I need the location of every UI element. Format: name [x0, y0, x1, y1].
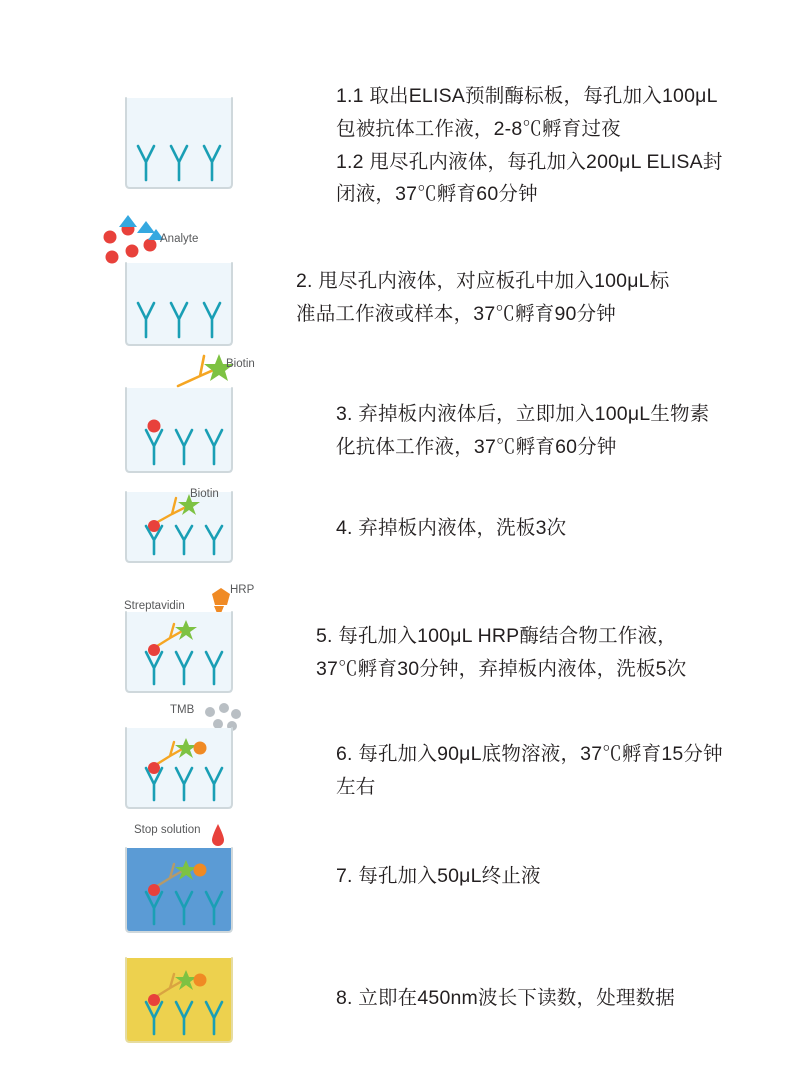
step-5-line-2: 37℃孵育30分钟，弃掉板内液体，洗板5次 [316, 657, 687, 680]
step-7-text [336, 860, 776, 893]
step-row-3 [118, 350, 766, 480]
label-biotin-step3: Biotin [226, 358, 255, 370]
step-2-illustration [98, 215, 268, 355]
step-1-line-4: 闭液，37℃孵育60分钟 [336, 183, 538, 206]
step-4-line-1: 4. 弃掉板内液体，洗板3次 [336, 517, 567, 539]
label-streptavidin: Streptavidin [124, 600, 185, 612]
step-7-illustration [118, 818, 288, 938]
step-4-illustration [118, 484, 288, 570]
step-4-text [336, 512, 766, 545]
label-hrp: HRP [230, 584, 255, 596]
step-1-line-1: 1.1 取出ELISA预制酶标板，每孔加入100μL [336, 85, 718, 107]
step-6-line-2: 左右 [336, 775, 376, 798]
label-analyte: Analyte [160, 233, 199, 245]
step-2-line-1: 2. 甩尽孔内液体，对应板孔中加入100μL标 [296, 270, 670, 292]
step-8-illustration [118, 950, 288, 1050]
step-5-line-1: 5. 每孔加入100μL HRP酶结合物工作液， [316, 625, 677, 647]
step-6-line-1: 6. 每孔加入90μL底物溶液，37℃孵育15分钟 [336, 743, 723, 765]
step-5-illustration [108, 578, 278, 696]
well-graphic-step-7 [118, 818, 273, 938]
well-graphic-step-1 [118, 88, 248, 198]
step-7-line-1: 7. 每孔加入50μL终止液 [336, 865, 541, 887]
step-3-line-2: 化抗体工作液，37℃孵育60分钟 [336, 435, 617, 458]
step-3-text [336, 398, 766, 464]
label-biotin-step4: Biotin [190, 488, 219, 500]
step-2-line-2: 准品工作液或样本，37℃孵育90分钟 [296, 302, 616, 325]
step-row-5 [108, 578, 756, 696]
well-graphic-step-8 [118, 950, 273, 1050]
step-row-8 [118, 950, 776, 1050]
step-2-text [296, 265, 726, 331]
step-6-illustration [118, 700, 288, 812]
step-row-4 [118, 484, 766, 570]
analyte-particles [104, 215, 165, 264]
label-tmb: TMB [170, 704, 195, 716]
step-3-illustration [118, 350, 288, 480]
tmb-particles [205, 703, 241, 731]
step-5-text [316, 620, 756, 686]
step-row-2 [98, 215, 726, 355]
step-1-illustration [118, 88, 288, 198]
step-3-line-1: 3. 弃掉板内液体后，立即加入100μL生物素 [336, 403, 710, 425]
step-row-7 [118, 818, 776, 938]
step-row-1 [118, 85, 766, 211]
well-graphic-step-6 [118, 700, 273, 812]
step-8-line-1: 8. 立即在450nm波长下读数，处理数据 [336, 987, 676, 1009]
step-row-6 [118, 700, 776, 812]
step-1-line-3: 1.2 甩尽孔内液体，每孔加入200μL ELISA封 [336, 150, 723, 173]
label-stop-solution: Stop solution [134, 824, 201, 836]
step-1-line-2: 包被抗体工作液，2-8℃孵育过夜 [336, 117, 621, 140]
step-6-text [336, 738, 776, 804]
step-1-text [336, 80, 766, 211]
step-8-text [336, 982, 776, 1015]
